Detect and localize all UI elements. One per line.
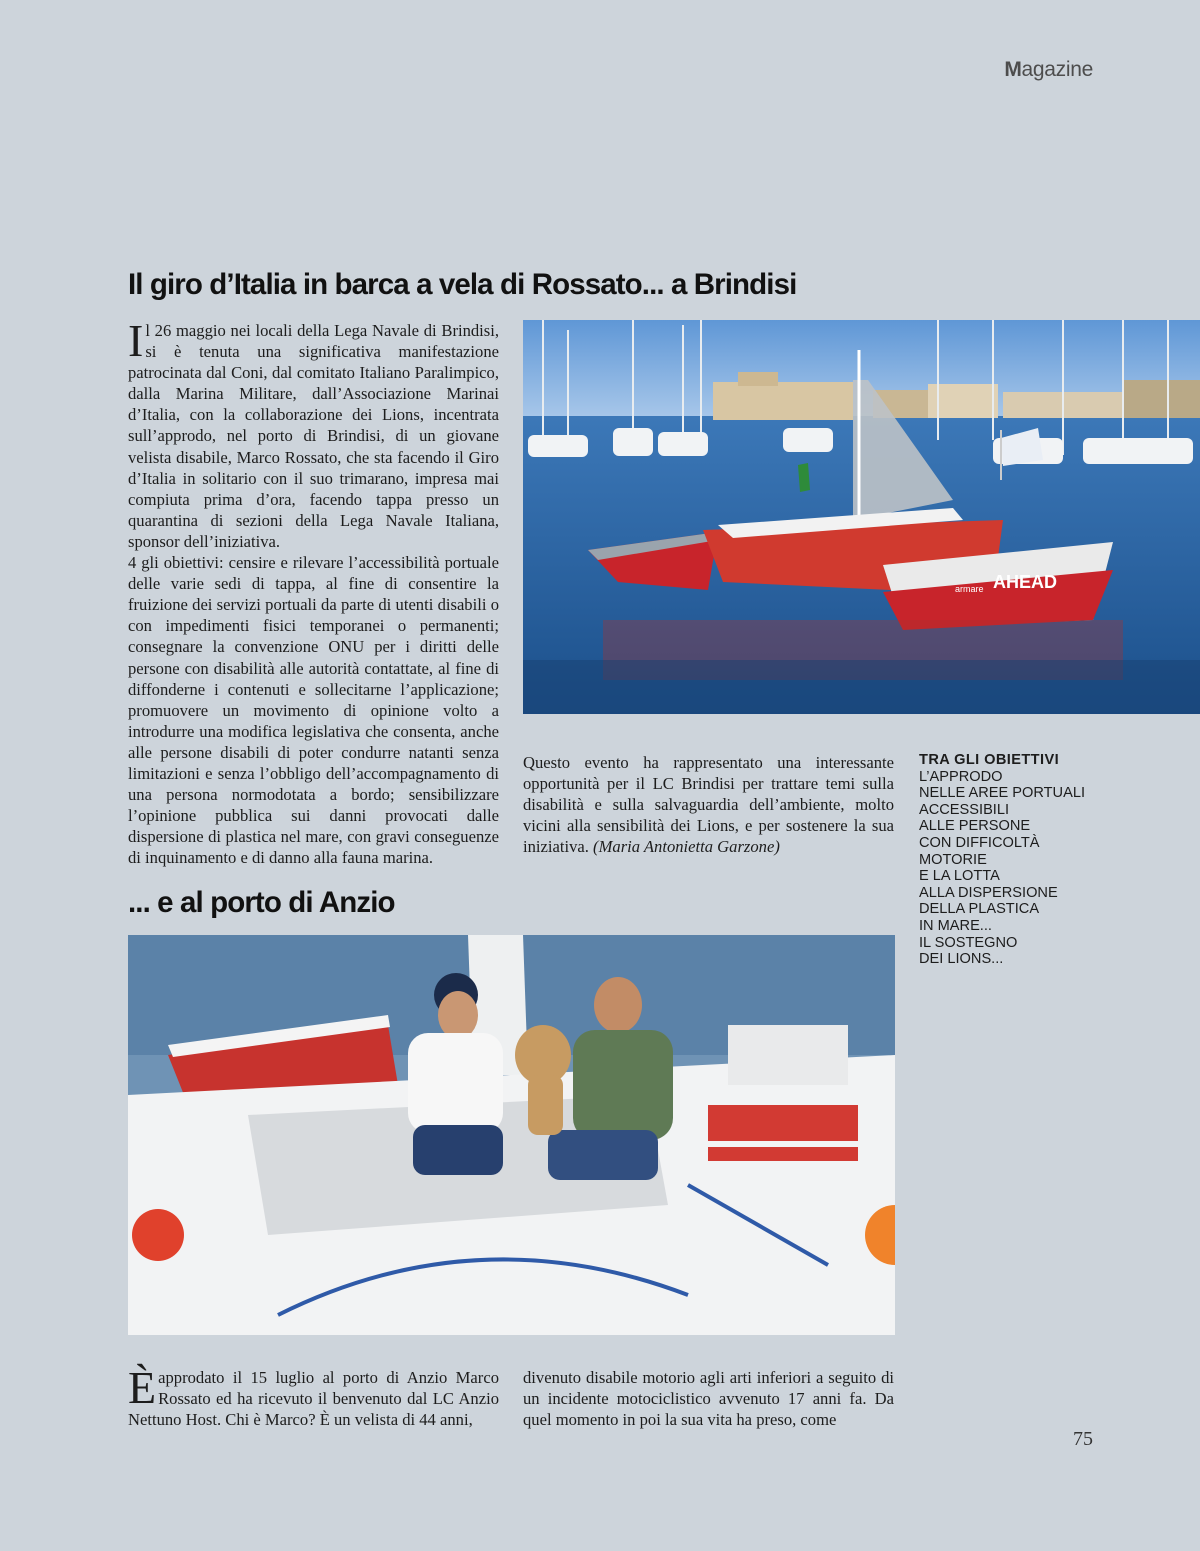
pull-quote-line: CON DIFFICOLTÀ <box>919 834 1040 851</box>
article2-left-column <box>128 1362 499 1430</box>
article1-paragraph-2: 4 gli obiettivi: censire e rilevare l’accessibilità portuale delle varie sedi di tappa, al fine di consentire la fruizione dei servizi portuali da parte di utenti disabili o con impedimenti fisici temporanei o permanenti; consegnare la convenzione ONU per i diritti delle persone con disabilità alle autorità contattate, al fine di diffonderne i contenuti e sollecitarne l’applicazione; promuovere un movimento di opinione volto a introdurre una modifica legislativa che consenta, anche alle persone disabili di poter condurre natanti senza limitazioni e senza l’obbligo dell’accompagnamento di una persona normodotata a bordo; sensibilizzare l’opinione pubblica sui danni provocati dalle dispersione di plastica nel mare, con gravi conseguenze di inquinamento e di danno alla fauna marina. <box>128 553 499 868</box>
article1-left-column <box>128 315 499 868</box>
pull-quote-line: E LA LOTTA <box>919 868 1000 885</box>
page-number: 75 <box>1073 1428 1093 1450</box>
author-credit: (Maria Antonietta Garzone) <box>593 837 780 857</box>
pull-quote-line: IN MARE... <box>919 917 992 934</box>
pull-quote-line: L’APPRODO <box>919 768 1003 785</box>
photo-crew-anzio <box>128 935 895 1335</box>
article2-paragraph-1: Èapprodato il 15 luglio al porto di Anzio Marco Rossato ed ha ricevuto il benvenuto dal LC Anzio Nettuno Host. Chi è Marco? È un velista di 44 anni, <box>128 1362 499 1430</box>
dropcap: I <box>128 315 144 366</box>
article1-right-column <box>523 752 894 857</box>
section-header: Magazine <box>1004 58 1093 81</box>
hull-sponsor-text: armare <box>955 584 984 594</box>
pull-quote-line: DEI LIONS... <box>919 951 1004 968</box>
pull-quote-line: DELLA PLASTICA <box>919 901 1040 918</box>
pull-quote-line: NELLE AREE PORTUALI <box>919 785 1086 802</box>
article1-paragraph-3: Questo evento ha rappresentato una interessante opportunità per il LC Brindisi per trattare temi sulla disabilità e sulla salvaguardia dell’ambiente, molto vicini alla sensibilità dei Lions, e per sostenere la sua iniziativa. (Maria Antonietta Garzone) <box>523 753 894 857</box>
dropcap: È <box>128 1362 157 1413</box>
article-title-brindisi: Il giro d’Italia in barca a vela di Rossato... a Brindisi <box>128 268 797 301</box>
pull-quote-line: ACCESSIBILI <box>919 801 1010 818</box>
pull-quote-line: ALLE PERSONE <box>919 818 1031 835</box>
article2-paragraph-2: divenuto disabile motorio agli arti inferiori a seguito di un incidente motociclistico avvenuto 17 anni fa. Da quel momento in poi la sua vita ha preso, come <box>523 1368 894 1430</box>
pull-quote <box>919 752 1119 968</box>
pull-quote-lead: TRA GLI OBIETTIVI <box>919 752 1060 768</box>
pull-quote-line: ALLA DISPERSIONE <box>919 884 1058 901</box>
pull-quote-line: IL SOSTEGNO <box>919 934 1018 951</box>
photo-trimaran-brindisi <box>523 320 1200 714</box>
article2-right-column <box>523 1367 894 1430</box>
pull-quote-line: MOTORIE <box>919 851 987 868</box>
article-title-anzio: ... e al porto di Anzio <box>128 886 395 919</box>
article1-paragraph-1: Il 26 maggio nei locali della Lega Navale di Brindisi, si è tenuta una significativa manifestazione patrocinata dal Coni, dal comitato Italiano Paralimpico, dalla Marina Militare, dall’Associazione Marinai d’Italia, con la collaborazione dei Lions, incentrata sull’approdo, nel porto di Brindisi, di un giovane velista disabile, Marco Rossato, che sta facendo il Giro d’Italia in solitario con il suo trimarano, impresa mai compiuta prima d’ora, facendo tappa presso un quarantina di sezioni della Lega Navale Italiana, sponsor dell’iniziativa. <box>128 315 499 551</box>
hull-brand-text: AHEAD <box>993 572 1058 592</box>
